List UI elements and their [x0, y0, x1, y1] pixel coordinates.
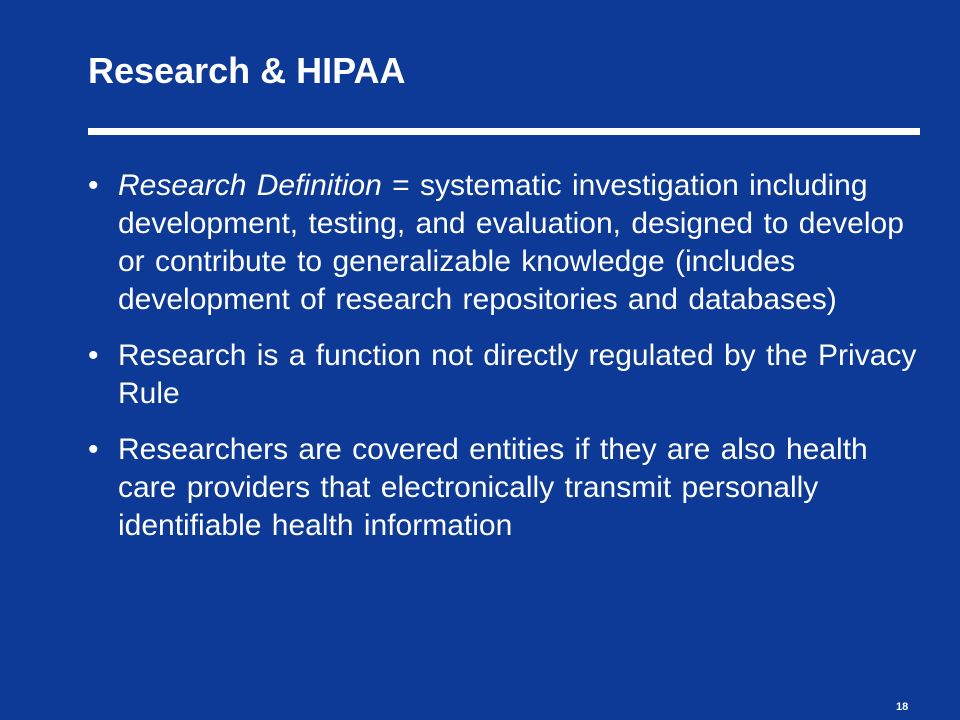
bullet-research-definition: [88, 167, 924, 319]
title-divider: [88, 128, 920, 135]
page-number: 18: [896, 701, 909, 713]
bullet-covered-entities: [88, 431, 924, 545]
slide-title: Research & HIPAA: [88, 50, 406, 91]
research-definition-text: = systematic investigation including development, testing, and evaluation, designed to develop or contribute to generalizable knowledge (includes development of research repositories and databases): [118, 169, 904, 316]
covered-entities-text: Researchers are covered entities if they are also health care providers that electronically transmit personally identifiable health information: [118, 433, 868, 542]
research-definition-term: Research Definition: [118, 169, 382, 202]
bullet-list: [88, 167, 924, 563]
bullet-marker: •: [88, 433, 99, 466]
bullet-privacy-rule: [88, 337, 924, 413]
bullet-marker: •: [88, 169, 99, 202]
privacy-rule-text: Research is a function not directly regulated by the Privacy Rule: [118, 339, 917, 410]
bullet-marker: •: [88, 339, 99, 372]
